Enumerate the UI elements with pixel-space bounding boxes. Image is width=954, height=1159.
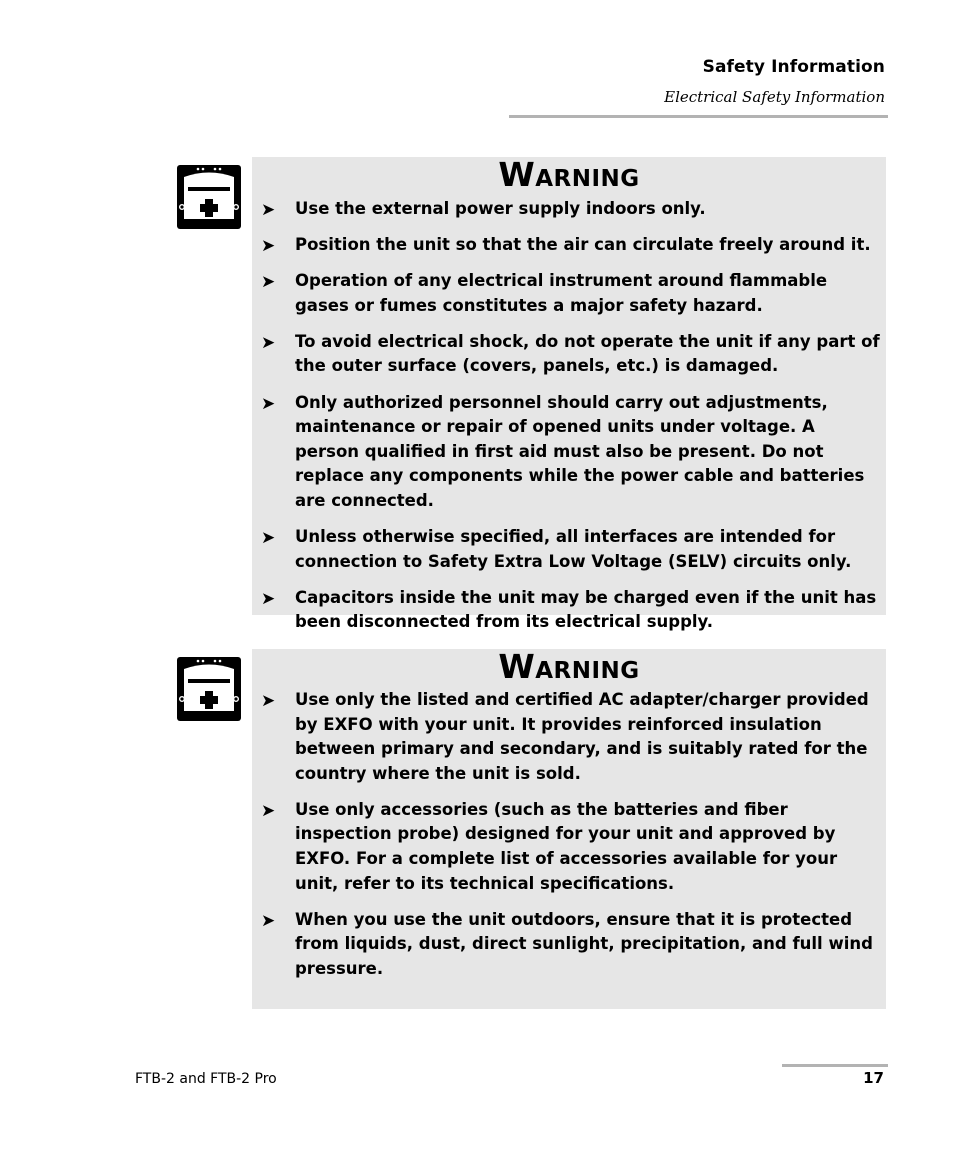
list-item: ➤ To avoid electrical shock, do not operate the unit if any part of the outer surface (covers, panels, etc.) is damaged. [261,331,880,376]
list-item: ➤ Use only the listed and certified AC adapter/charger provided by EXFO with your unit. It provides reinforced insulation between primary and secondary, and is suitably rated for the country where the unit is sold. [261,690,869,783]
warning-box [252,649,886,1009]
ambulance-warning-icon [176,164,242,230]
section-subtitle: Electrical Safety Information [664,88,885,106]
list-item: ➤ Capacitors inside the unit may be charged even if the unit has been disconnected from its electrical supply. [261,587,877,632]
list-item: ➤ When you use the unit outdoors, ensure that it is protected from liquids, dust, direct sunlight, precipitation, and full wind pressure. [261,909,873,978]
arrowhead-bullet-icon: ➤ [261,800,276,821]
ambulance-warning-icon [176,656,242,722]
warning-box [252,155,886,632]
warning-title: WARNING [498,647,640,686]
arrowhead-bullet-icon: ➤ [261,236,276,257]
page-number: 17 [863,1069,884,1087]
list-item: ➤ Only authorized personnel should carry out adjustments, maintenance or repair of opened units under voltage. A person qualified in first aid must also be present. Do not replace any components while the power cable and batteries are connected. [261,392,865,510]
footer-rule [782,1064,888,1067]
list-item: ➤ Operation of any electrical instrument around flammable gases or fumes constitutes a major safety hazard. [261,271,828,315]
arrowhead-bullet-icon: ➤ [261,528,276,549]
arrowhead-bullet-icon: ➤ [261,200,276,220]
list-item: ➤ Use the external power supply indoors only. [252,197,886,222]
warning-title: WARNING [498,155,640,194]
warning-list [252,688,886,982]
arrowhead-bullet-icon: ➤ [261,588,276,609]
section-title: Safety Information [702,57,885,77]
footer-product-name: FTB-2 and FTB-2 Pro [135,1071,277,1087]
arrowhead-bullet-icon: ➤ [261,393,276,414]
arrowhead-bullet-icon: ➤ [261,691,276,711]
arrowhead-bullet-icon: ➤ [261,910,276,931]
list-item: ➤ Use only accessories (such as the batteries and fiber inspection probe) designed for your unit and approved by EXFO. For a complete list of accessories available for your unit, refer to its technical specifications. [261,799,838,893]
header-rule [509,115,888,118]
list-item: ➤ Position the unit so that the air can circulate freely around it. [252,233,886,258]
list-item: ➤ Unless otherwise specified, all interfaces are intended for connection to Safety Extra Low Voltage (SELV) circuits only. [261,527,852,571]
arrowhead-bullet-icon: ➤ [261,332,276,353]
warning-list [252,197,886,635]
arrowhead-bullet-icon: ➤ [261,272,276,293]
